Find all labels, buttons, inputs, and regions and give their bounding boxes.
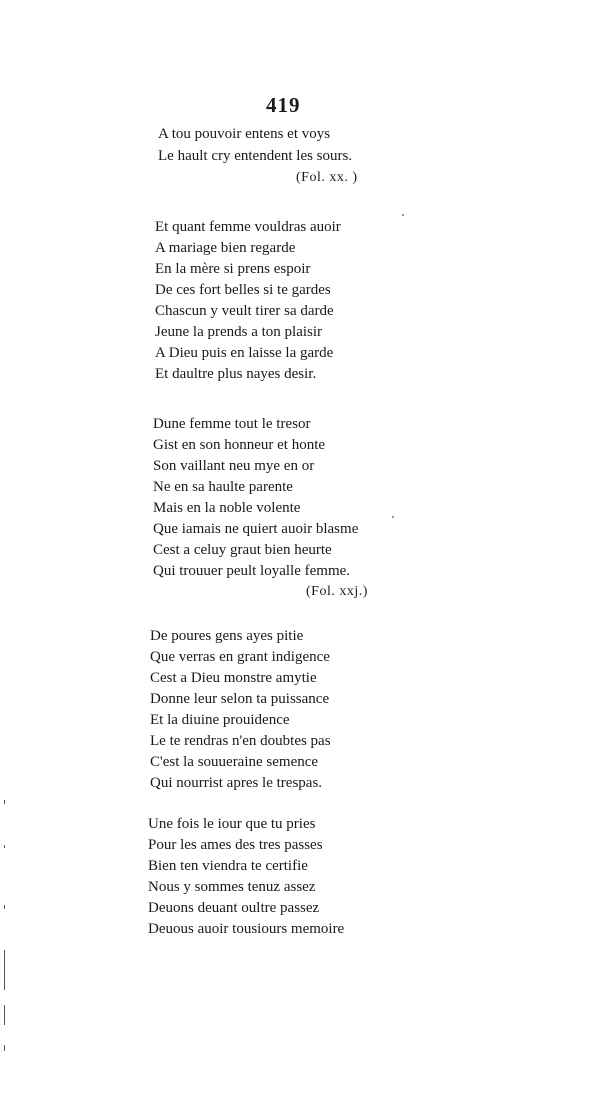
verse-line: En la mère si prens espoir (155, 261, 311, 277)
verse-line: Donne leur selon ta puissance (150, 691, 330, 707)
verse-line: Bien ten viendra te certifie (148, 858, 308, 874)
verse-line: Pour les ames des tres passes (148, 837, 323, 853)
page-number: 419 (266, 93, 301, 117)
verse-line: Deuous auoir tousiours memoire (148, 921, 345, 937)
verse-line: Chascun y veult tirer sa darde (155, 303, 334, 319)
verse-line: C'est la souueraine semence (150, 754, 319, 770)
verse-line: De ces fort belles si te gardes (155, 282, 331, 298)
verse-line: Son vaillant neu mye en or (153, 458, 315, 474)
verse-line: Cest a Dieu monstre amytie (150, 670, 317, 686)
verse-line: Ne en sa haulte parente (153, 479, 293, 495)
verse-line: Que iamais ne quiert auoir blasme (153, 521, 359, 537)
verse-line: Et quant femme vouldras auoir (155, 219, 341, 235)
folio-reference: (Fol. xx. ) (296, 170, 358, 185)
verse-line: De poures gens ayes pitie (150, 628, 304, 644)
verse-line: Gist en son honneur et honte (153, 437, 326, 453)
verse-line: Une fois le iour que tu pries (148, 816, 316, 832)
verse-line: Mais en la noble volente (153, 500, 301, 516)
scan-artifact (4, 950, 5, 990)
verse-line: Qui nourrist apres le trespas. (150, 775, 323, 791)
verse-line: Et daultre plus nayes desir. (155, 366, 317, 382)
verse-line: Que verras en grant indigence (150, 649, 330, 665)
verse-line: A mariage bien regarde (155, 240, 296, 256)
scan-artifact (4, 905, 5, 909)
folio-reference: (Fol. xxj.) (306, 584, 368, 599)
verse-line: Le te rendras n'en doubtes pas (150, 733, 331, 749)
scan-artifact (4, 845, 5, 848)
scan-speck (402, 214, 404, 216)
verse-line: Dune femme tout le tresor (153, 416, 311, 432)
verse-line: Cest a celuy graut bien heurte (153, 542, 332, 558)
verse-line: Deuons deuant oultre passez (148, 900, 320, 916)
scan-artifact (4, 1005, 5, 1025)
verse-line: A Dieu puis en laisse la garde (155, 345, 334, 361)
scan-speck (392, 516, 394, 518)
verse-line: Jeune la prends a ton plaisir (155, 324, 323, 340)
scan-artifact (4, 1045, 5, 1051)
verse-line: Qui trouuer peult loyalle femme. (153, 563, 351, 579)
verse-line: A tou pouvoir entens et voys (158, 126, 331, 142)
verse-line: Et la diuine prouidence (150, 712, 290, 728)
verse-line: Le hault cry entendent les sours. (158, 148, 353, 164)
scan-artifact (4, 800, 5, 804)
verse-line: Nous y sommes tenuz assez (148, 879, 316, 895)
